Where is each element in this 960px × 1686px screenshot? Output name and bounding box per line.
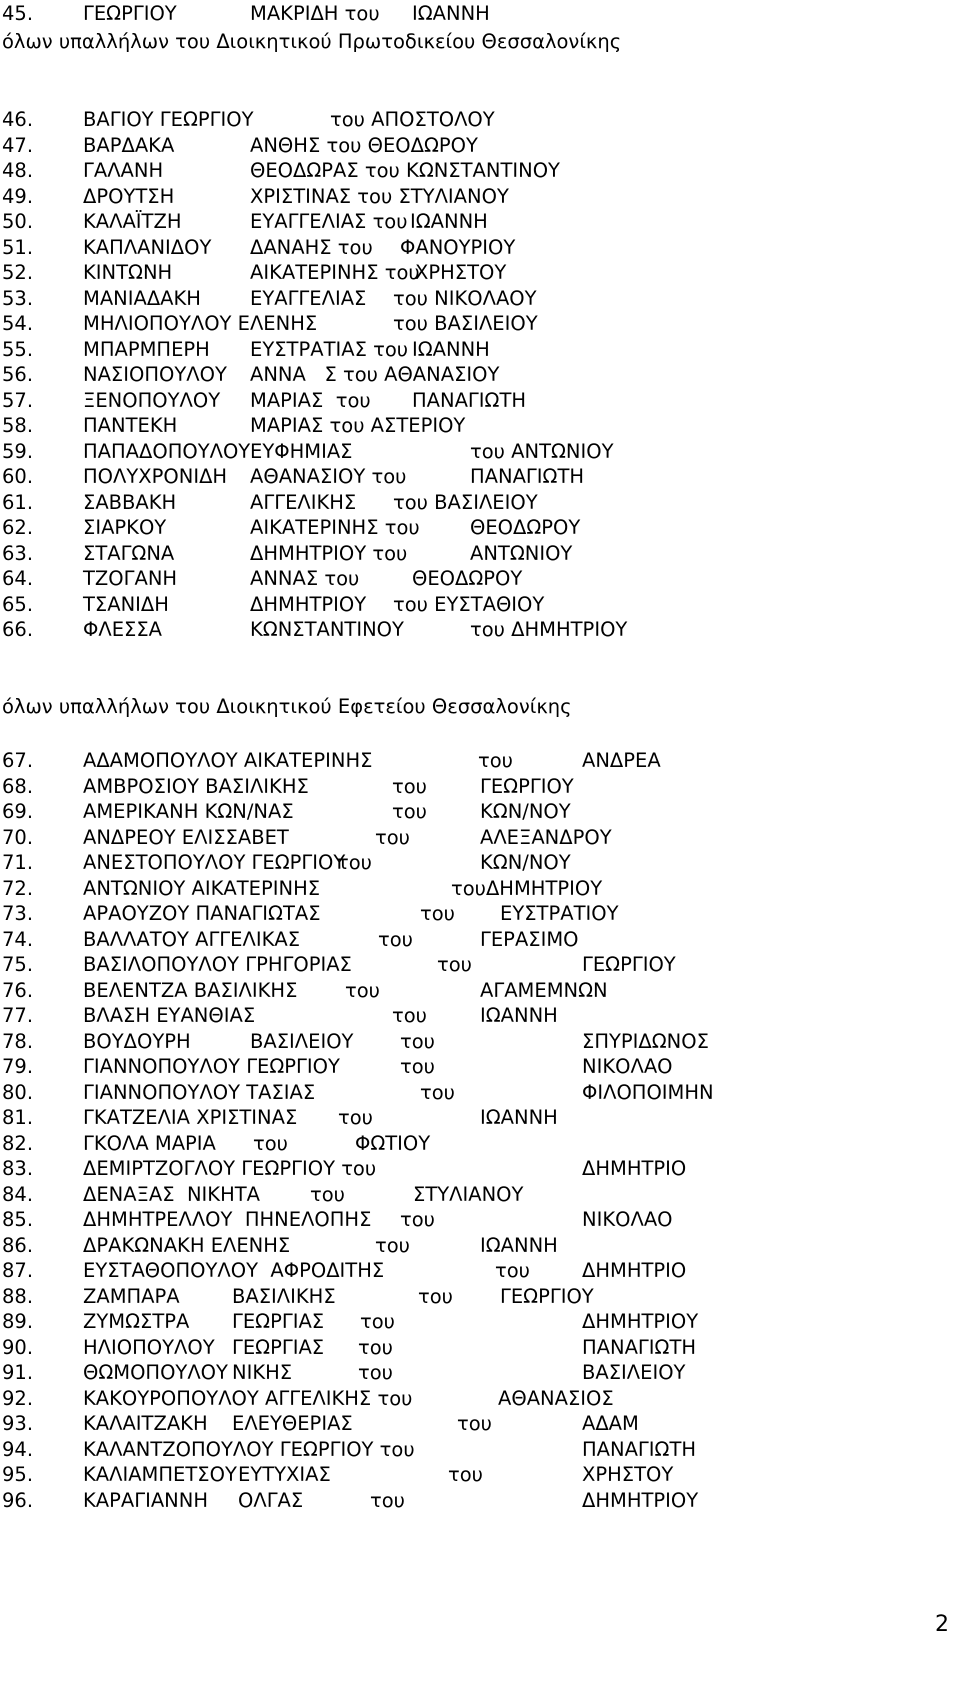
row-number: 47. <box>2 133 34 157</box>
col-4: ΠΑΝΑΓΙΩΤΗ <box>582 1335 697 1359</box>
col-1: ΚΑΛΑΪΤΖΗ <box>83 210 182 233</box>
col-2: του <box>392 1004 427 1027</box>
father-name: ΙΩΑΝΝΗ <box>412 2 490 25</box>
row-number: 61. <box>2 490 34 514</box>
col-2: του <box>375 825 410 849</box>
col-4: ΣΠΥΡΙΔΩΝΟΣ <box>582 1029 709 1053</box>
row-number: 95. <box>2 1463 34 1486</box>
col-2: ΑΙΚΑΤΕΡΙΝΗΣ του <box>250 516 420 539</box>
col-1: ΓΚΟΛΑ ΜΑΡΙΑ <box>83 1131 216 1155</box>
col-2: ΟΛΓΑΣ <box>238 1488 304 1512</box>
col-2: ΕΥΣΤΡΑΤΙΑΣ του <box>250 337 409 361</box>
list-row <box>0 1079 960 1106</box>
col-3: ΠΑΝΑΓΙΩΤΗ <box>582 1437 697 1461</box>
section-heading <box>0 28 960 55</box>
list-row <box>0 849 960 876</box>
col-1: ΚΑΠΛΑΝΙΔΟΥ <box>83 235 212 259</box>
col-2: ΒΑΣΙΛΙΚΗΣ <box>232 1284 336 1308</box>
col-3: ΓΕΡΑΣΙΜΟ <box>480 927 579 951</box>
col-1: ΦΛΕΣΣΑ <box>83 618 162 641</box>
list-row <box>0 1487 960 1514</box>
row-number: 96. <box>2 1488 34 1512</box>
col-2: του <box>400 1208 435 1231</box>
list-row <box>0 1359 960 1386</box>
col-3: του ΑΠΟΣΤΟΛΟΥ <box>330 108 495 131</box>
row-number: 79. <box>2 1055 34 1078</box>
col-1: ΠΑΠΑΔΟΠΟΥΛΟΥ <box>83 439 251 463</box>
col-1: ΔΕΜΙΡΤΖΟΓΛΟΥ ΓΕΩΡΓΙΟΥ του <box>83 1157 377 1180</box>
col-2: ΘΕΟΔΩΡΑΣ του ΚΩΝΣΤΑΝΤΙΝΟΥ <box>250 159 560 182</box>
given-name: ΜΑΚΡΙΔΗ του <box>250 2 380 25</box>
col-4: ΔΗΜΗΤΡΙΟΥ <box>582 1310 699 1333</box>
row-number: 56. <box>2 363 34 386</box>
list-row <box>0 514 960 541</box>
row-number: 49. <box>2 184 34 208</box>
row-number: 82. <box>2 1131 34 1155</box>
col-1: ΒΛΑΣΗ ΕΥΑΝΘΙΑΣ <box>83 1004 256 1027</box>
row-number: 91. <box>2 1361 34 1384</box>
list-row <box>0 157 960 184</box>
row-number: 46. <box>2 108 34 131</box>
col-3: ΙΩΑΝΝΗ <box>480 1233 558 1257</box>
row-number: 60. <box>2 465 34 488</box>
col-1: ΔΡΟΥΤΣΗ <box>83 184 175 208</box>
col-1: ΖΑΜΠΑΡΑ <box>83 1284 180 1308</box>
col-1: ΝΑΣΙΟΠΟΥΛΟΥ <box>83 363 227 386</box>
col-3: ΙΩΑΝΝΗ <box>412 337 490 361</box>
row-number: 68. <box>2 774 34 798</box>
list-row <box>0 183 960 210</box>
list-row <box>0 106 960 133</box>
col-1: ΚΙΝΤΩΝΗ <box>83 261 173 284</box>
col-2: ΓΕΩΡΓΙΑΣ <box>232 1310 325 1333</box>
col-1: ΜΗΛΙΟΠΟΥΛΟΥ ΕΛΕΝΗΣ <box>83 312 318 335</box>
col-2: ΕΥΤΥΧΙΑΣ <box>238 1463 331 1486</box>
col-1: ΔΕΝΑΞΑΣ ΝΙΚΗΤΑ <box>83 1182 261 1206</box>
col-1: ΚΑΡΑΓΙΑΝΝΗ <box>83 1488 209 1512</box>
row-number: 88. <box>2 1284 34 1308</box>
col-3: του ΒΑΣΙΛΕΙΟΥ <box>393 490 538 514</box>
col-3: ΑΝΔΡΕΑ <box>582 749 661 772</box>
list-row <box>0 132 960 159</box>
list-row <box>0 747 960 774</box>
col-1: ΘΩΜΟΠΟΥΛΟΥ <box>83 1361 228 1384</box>
col-2: ΜΑΡΙΑΣ του <box>250 388 371 412</box>
col-2: ΑΘΑΝΑΣΙΟΥ του <box>250 465 407 488</box>
list-row <box>0 1155 960 1182</box>
list-row <box>0 1053 960 1080</box>
list-row <box>0 1334 960 1361</box>
col-3: του ΒΑΣΙΛΕΙΟΥ <box>393 312 538 335</box>
col-2: ΒΑΣΙΛΕΙΟΥ <box>250 1029 354 1053</box>
list-row <box>0 773 960 800</box>
list-row <box>0 259 960 286</box>
col-2: του <box>420 1080 455 1104</box>
row-number: 74. <box>2 927 34 951</box>
list-row <box>0 1461 960 1488</box>
col-1: ΣΤΑΓΩΝΑ <box>83 541 175 565</box>
col-2: του <box>495 1259 530 1282</box>
col-2: ΓΕΩΡΓΙΑΣ <box>232 1335 325 1359</box>
list-row <box>0 1283 960 1310</box>
col-1: ΚΑΛΑΝΤΖΟΠΟΥΛΟΥ ΓΕΩΡΓΙΟΥ του <box>83 1437 415 1461</box>
row-number: 70. <box>2 825 34 849</box>
col-2: ΚΩΝΣΤΑΝΤΙΝΟΥ <box>250 618 404 641</box>
col-2: του <box>337 851 372 874</box>
col-3: ΝΙΚΟΛΑΟ <box>582 1208 673 1231</box>
list-row <box>0 616 960 643</box>
col-2: του <box>338 1106 373 1129</box>
col-1: ΑΜΒΡΟΣΙΟΥ ΒΑΣΙΛΙΚΗΣ <box>83 774 309 798</box>
col-1: ΑΔΑΜΟΠΟΥΛΟΥ ΑΙΚΑΤΕΡΙΝΗΣ <box>83 749 373 772</box>
col-2: του <box>345 978 380 1002</box>
list-row <box>0 926 960 953</box>
col-2: ΧΡΙΣΤΙΝΑΣ του ΣΤΥΛΙΑΝΟΥ <box>250 184 509 208</box>
row-number: 75. <box>2 953 34 976</box>
col-2: ΕΥΑΓΓΕΛΙΑΣ του <box>250 210 408 233</box>
list-row <box>0 1308 960 1335</box>
col-1: ΒΟΥΔΟΥΡΗ <box>83 1029 191 1053</box>
col-2: ΔΗΜΗΤΡΙΟΥ του <box>250 541 408 565</box>
col-1: ΓΙΑΝΝΟΠΟΥΛΟΥ ΤΑΣΙΑΣ <box>83 1080 316 1104</box>
col-2: ΔΑΝΑΗΣ του <box>250 235 373 259</box>
list-row <box>0 1104 960 1131</box>
row-number: 64. <box>2 567 34 590</box>
row-number: 87. <box>2 1259 34 1282</box>
col-2: του <box>437 953 472 976</box>
col-4: ΓΕΩΡΓΙΟΥ <box>500 1284 594 1308</box>
list-row <box>0 310 960 337</box>
col-2: ΕΥΑΓΓΕΛΙΑΣ <box>250 286 367 310</box>
col-2: ΕΛΕΥΘΕΡΙΑΣ <box>232 1412 353 1435</box>
col-3: ΣΤΥΛΙΑΝΟΥ <box>413 1182 524 1206</box>
list-row <box>0 387 960 414</box>
col-4: ΑΔΑΜ <box>582 1412 639 1435</box>
surname: ΓΕΩΡΓΙΟΥ <box>83 2 177 25</box>
col-1: ΞΕΝΟΠΟΥΛΟΥ <box>83 388 221 412</box>
col-1: ΑΜΕΡΙΚΑΝΗ ΚΩΝ/ΝΑΣ <box>83 800 294 823</box>
col-3: ΘΕΟΔΩΡΟΥ <box>470 516 581 539</box>
list-row <box>0 438 960 465</box>
col-3: του <box>418 1284 453 1308</box>
list-row <box>0 463 960 490</box>
col-1: ΗΛΙΟΠΟΥΛΟΥ <box>83 1335 215 1359</box>
row-number: 53. <box>2 286 34 310</box>
col-2: του <box>378 927 413 951</box>
col-2: ΑΝΝΑΣ του <box>250 567 360 590</box>
col-1: ΔΗΜΗΤΡΕΛΛΟΥ ΠΗΝΕΛΟΠΗΣ <box>83 1208 372 1231</box>
col-2: ΕΥΦΗΜΙΑΣ <box>250 439 353 463</box>
list-row <box>0 977 960 1004</box>
col-2: τουΔΗΜΗΤΡΙΟΥ <box>451 876 603 900</box>
list-row <box>0 591 960 618</box>
col-3: ΔΗΜΗΤΡΙΟ <box>582 1259 687 1282</box>
list-row <box>0 1181 960 1208</box>
list-row <box>0 1385 960 1412</box>
row-number: 45. <box>2 2 34 25</box>
row-number: 51. <box>2 235 34 259</box>
row-number: 90. <box>2 1335 34 1359</box>
col-3: ΑΘΑΝΑΣΙΟΣ <box>498 1386 614 1410</box>
col-3: ΓΕΩΡΓΙΟΥ <box>480 774 574 798</box>
col-2: του <box>478 749 513 772</box>
row-number: 63. <box>2 541 34 565</box>
list-row <box>0 1206 960 1233</box>
list-row <box>0 1028 960 1055</box>
col-1: ΒΑΡΔΑΚΑ <box>83 133 175 157</box>
list-row <box>0 1257 960 1284</box>
col-3: ΦΑΝΟΥΡΙΟΥ <box>400 235 516 259</box>
col-1: ΒΑΛΛΑΤΟΥ ΑΓΓΕΛΙΚΑΣ <box>83 927 301 951</box>
col-3: ΑΝΤΩΝΙΟΥ <box>470 541 573 565</box>
col-4: ΒΑΣΙΛΕΙΟΥ <box>582 1361 686 1384</box>
row-number: 94. <box>2 1437 34 1461</box>
col-2: του <box>253 1131 288 1155</box>
col-3: ΧΡΗΣΤΟΥ <box>415 261 507 284</box>
col-1: ΜΠΑΡΜΠΕΡΗ <box>83 337 210 361</box>
list-row <box>0 900 960 927</box>
col-1: ΑΝΔΡΕΟΥ ΕΛΙΣΣΑΒΕΤ <box>83 825 289 849</box>
row-number: 85. <box>2 1208 34 1231</box>
row-number: 71. <box>2 851 34 874</box>
list-row <box>0 1232 960 1259</box>
col-3: του ΑΝΤΩΝΙΟΥ <box>470 439 614 463</box>
col-1: ΖΥΜΩΣΤΡΑ <box>83 1310 190 1333</box>
col-3: του <box>448 1463 483 1486</box>
col-3: του <box>358 1361 393 1384</box>
list-row <box>0 234 960 261</box>
col-1: ΒΑΣΙΛΟΠΟΥΛΟΥ ΓΡΗΓΟΡΙΑΣ <box>83 953 352 976</box>
row-number: 58. <box>2 414 34 437</box>
col-1: ΑΡΑΟΥΖΟΥ ΠΑΝΑΓΙΩΤΑΣ <box>83 902 321 925</box>
col-1: ΤΣΑΝΙΔΗ <box>83 592 169 616</box>
col-2: του <box>310 1182 345 1206</box>
list-row-header <box>0 0 960 27</box>
list-row <box>0 565 960 592</box>
col-1: ΜΑΝΙΑΔΑΚΗ <box>83 286 201 310</box>
section-heading <box>0 693 960 720</box>
col-3: ΚΩΝ/ΝΟΥ <box>480 800 571 823</box>
col-2: του <box>420 902 455 925</box>
col-3: ΑΛΕΞΑΝΔΡΟΥ <box>480 825 612 849</box>
row-number: 89. <box>2 1310 34 1333</box>
col-4: ΔΗΜΗΤΡΙΟΥ <box>582 1488 699 1512</box>
section-heading-text: όλων υπαλλήλων του Διοικητικού Εφετείου Θεσσαλονίκης <box>2 695 572 718</box>
list-row <box>0 824 960 851</box>
list-row <box>0 361 960 388</box>
row-number: 62. <box>2 516 34 539</box>
col-1: ΠΑΝΤΕΚΗ <box>83 414 178 437</box>
col-3: ΠΑΝΑΓΙΩΤΗ <box>470 465 585 488</box>
col-1: ΑΝΤΩΝΙΟΥ ΑΙΚΑΤΕΡΙΝΗΣ <box>83 876 321 900</box>
col-1: ΚΑΚΟΥΡΟΠΟΥΛΟΥ ΑΓΓΕΛΙΚΗΣ του <box>83 1386 413 1410</box>
list-row <box>0 336 960 363</box>
row-number: 93. <box>2 1412 34 1435</box>
col-2: του <box>392 774 427 798</box>
list-row <box>0 489 960 516</box>
row-number: 54. <box>2 312 34 335</box>
col-3: ΙΩΑΝΝΗ <box>480 1004 558 1027</box>
col-2: ΑΓΓΕΛΙΚΗΣ <box>250 490 357 514</box>
col-1: ΚΑΛΑΙΤΖΑΚΗ <box>83 1412 208 1435</box>
col-1: ΕΥΣΤΑΘΟΠΟΥΛΟΥ ΑΦΡΟΔΙΤΗΣ <box>83 1259 385 1282</box>
list-row <box>0 798 960 825</box>
row-number: 77. <box>2 1004 34 1027</box>
col-1: ΑΝΕΣΤΟΠΟΥΛΟΥ ΓΕΩΡΓΙΟΥ <box>83 851 346 874</box>
row-number: 72. <box>2 876 34 900</box>
col-3: ΙΩΑΝΝΗ <box>410 210 488 233</box>
section-heading-text: όλων υπαλλήλων του Διοικητικού Πρωτοδικείου Θεσσαλονίκης <box>2 30 622 53</box>
col-3: ΓΕΩΡΓΙΟΥ <box>582 953 676 976</box>
row-number: 52. <box>2 261 34 284</box>
col-2: του <box>392 800 427 823</box>
col-2: ΔΗΜΗΤΡΙΟΥ <box>250 592 367 616</box>
col-1: ΓΙΑΝΝΟΠΟΥΛΟΥ ΓΕΩΡΓΙΟΥ <box>83 1055 340 1078</box>
row-number: 73. <box>2 902 34 925</box>
list-row <box>0 1002 960 1029</box>
col-1: ΓΚΑΤΖΕΛΙΑ ΧΡΙΣΤΙΝΑΣ <box>83 1106 298 1129</box>
col-3: του <box>360 1310 395 1333</box>
col-3: του <box>358 1335 393 1359</box>
col-3: του <box>400 1029 435 1053</box>
list-row <box>0 412 960 439</box>
row-number: 48. <box>2 159 34 182</box>
col-1: ΣΙΑΡΚΟΥ <box>83 516 167 539</box>
row-number: 69. <box>2 800 34 823</box>
row-number: 59. <box>2 439 34 463</box>
page-number: 2 <box>935 1612 949 1637</box>
col-1: ΔΡΑΚΩΝΑΚΗ ΕΛΕΝΗΣ <box>83 1233 291 1257</box>
col-3: του ΔΗΜΗΤΡΙΟΥ <box>470 618 628 641</box>
col-3: ΔΗΜΗΤΡΙΟ <box>582 1157 687 1180</box>
col-2: ΝΙΚΗΣ <box>232 1361 293 1384</box>
col-3: του ΕΥΣΤΑΘΙΟΥ <box>393 592 545 616</box>
list-row <box>0 951 960 978</box>
row-number: 86. <box>2 1233 34 1257</box>
list-row <box>0 875 960 902</box>
col-3: ΦΙΛΟΠΟΙΜΗΝ <box>582 1080 714 1104</box>
col-1: ΣΑΒΒΑΚΗ <box>83 490 177 514</box>
col-3: ΦΩΤΙΟΥ <box>355 1131 431 1155</box>
row-number: 80. <box>2 1080 34 1104</box>
row-number: 76. <box>2 978 34 1002</box>
col-3: ΑΓΑΜΕΜΝΩΝ <box>480 978 608 1002</box>
row-number: 55. <box>2 337 34 361</box>
col-1: ΒΕΛΕΝΤΖΑ ΒΑΣΙΛΙΚΗΣ <box>83 978 298 1002</box>
row-number: 50. <box>2 210 34 233</box>
col-1: ΓΑΛΑΝΗ <box>83 159 164 182</box>
col-3: ΚΩΝ/ΝΟΥ <box>480 851 571 874</box>
col-3: ΕΥΣΤΡΑΤΙΟΥ <box>500 902 619 925</box>
list-row <box>0 208 960 235</box>
row-number: 81. <box>2 1106 34 1129</box>
col-2: ΑΝΝΑ Σ του ΑΘΑΝΑΣΙΟΥ <box>250 363 500 386</box>
col-2: του <box>375 1233 410 1257</box>
col-3: του ΝΙΚΟΛΑΟΥ <box>393 286 537 310</box>
row-number: 78. <box>2 1029 34 1053</box>
row-number: 65. <box>2 592 34 616</box>
col-4: ΧΡΗΣΤΟΥ <box>582 1463 674 1486</box>
list-row <box>0 1436 960 1463</box>
col-3: ΘΕΟΔΩΡΟΥ <box>412 567 523 590</box>
list-row <box>0 540 960 567</box>
col-1: ΠΟΛΥΧΡΟΝΙΔΗ <box>83 465 228 488</box>
col-2: του <box>400 1055 435 1078</box>
row-number: 66. <box>2 618 34 641</box>
row-number: 92. <box>2 1386 34 1410</box>
row-number: 57. <box>2 388 34 412</box>
col-3: ΝΙΚΟΛΑΟ <box>582 1055 673 1078</box>
col-1: ΒΑΓΙΟΥ ΓΕΩΡΓΙΟΥ <box>83 108 254 131</box>
col-3: του <box>370 1488 405 1512</box>
list-row <box>0 1130 960 1157</box>
col-1: ΚΑΛΙΑΜΠΕΤΣΟΥ <box>83 1463 237 1486</box>
row-number: 67. <box>2 749 34 772</box>
col-2: ΑΝΘΗΣ του ΘΕΟΔΩΡΟΥ <box>250 133 478 157</box>
col-3: του <box>457 1412 492 1435</box>
list-row <box>0 1410 960 1437</box>
col-3: ΠΑΝΑΓΙΩΤΗ <box>412 388 527 412</box>
col-1: ΤΖΟΓΑΝΗ <box>83 567 178 590</box>
col-2: ΑΙΚΑΤΕΡΙΝΗΣ του <box>250 261 420 284</box>
row-number: 84. <box>2 1182 34 1206</box>
col-2: ΜΑΡΙΑΣ του ΑΣΤΕΡΙΟΥ <box>250 414 466 437</box>
row-number: 83. <box>2 1157 34 1180</box>
col-3: ΙΩΑΝΝΗ <box>480 1106 558 1129</box>
list-row <box>0 285 960 312</box>
